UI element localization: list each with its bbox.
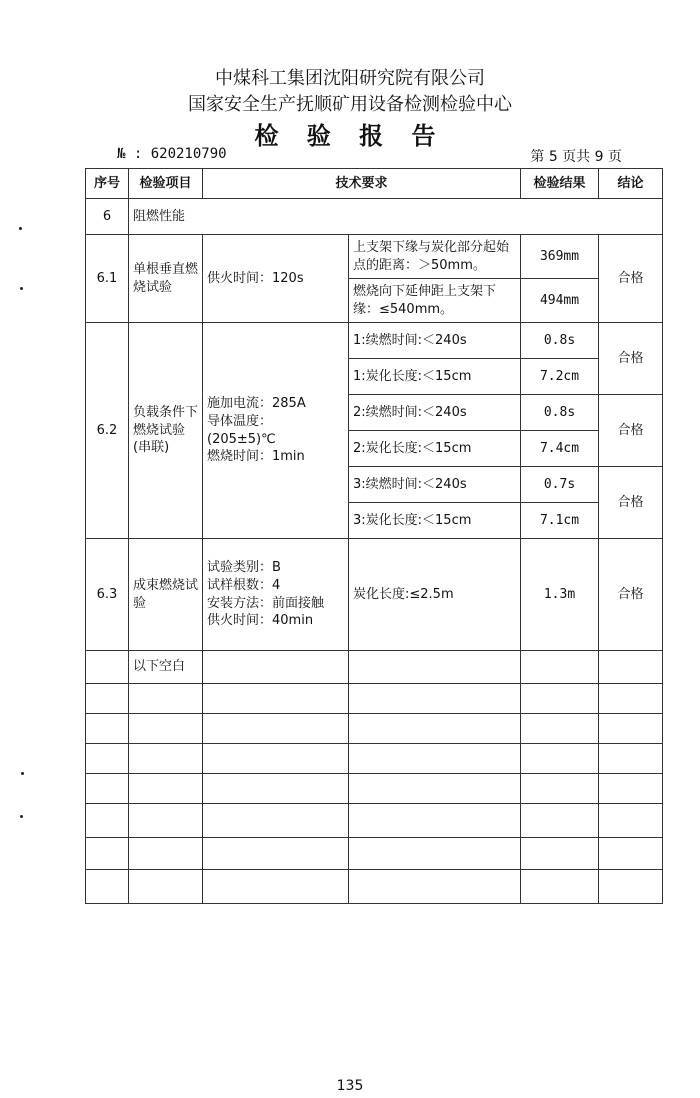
blank-cell	[599, 651, 663, 684]
requirement: 上支架下缘与炭化部分起始点的距离：＞50mm。	[349, 235, 521, 279]
empty-row	[86, 714, 663, 744]
conclusion: 合格	[599, 395, 663, 467]
col-header-no: 序号	[86, 169, 129, 199]
empty-row	[86, 870, 663, 904]
condition-line: 导体温度：	[207, 413, 273, 429]
condition-line: 安装方法：前面接触	[207, 595, 325, 611]
section-name: 阻燃性能	[129, 199, 663, 235]
scan-dot	[20, 287, 23, 290]
test-item: 成束燃烧试验	[129, 539, 203, 651]
requirement: 1:炭化长度:＜15cm	[349, 359, 521, 395]
table-row	[86, 235, 663, 279]
requirement: 2:炭化长度:＜15cm	[349, 431, 521, 467]
requirement: 燃烧向下延伸距上支架下缘：≤540mm。	[349, 279, 521, 323]
condition-line: 施加电流：285A	[207, 396, 306, 412]
scan-dot	[19, 227, 22, 230]
org-name: 中煤科工集团沈阳研究院有限公司	[215, 68, 485, 89]
requirement: 2:续燃时间:＜240s	[349, 395, 521, 431]
condition-line: 试验类别：B	[207, 560, 281, 576]
scan-dot	[21, 772, 24, 775]
condition-line: 试样根数：4	[207, 577, 281, 593]
section-row	[86, 199, 663, 235]
report-number: № : 620210790	[117, 146, 227, 162]
table-row	[86, 539, 663, 651]
col-header-result: 检验结果	[521, 169, 599, 199]
center-name: 国家安全生产抚顺矿用设备检测检验中心	[188, 94, 512, 115]
table-header-row	[86, 169, 663, 199]
test-condition	[203, 323, 349, 539]
result: 7.4cm	[521, 431, 599, 467]
blank-cell	[203, 651, 349, 684]
result: 0.8s	[521, 323, 599, 359]
conclusion: 合格	[599, 323, 663, 395]
blank-cell	[521, 651, 599, 684]
blank-cell	[86, 651, 129, 684]
section-no: 6	[86, 199, 129, 235]
requirement: 1:续燃时间:＜240s	[349, 323, 521, 359]
result: 0.7s	[521, 467, 599, 503]
condition-line: 燃烧时间：1min	[207, 449, 305, 465]
empty-row	[86, 774, 663, 804]
requirement: 炭化长度:≤2.5m	[349, 539, 521, 651]
empty-row	[86, 684, 663, 714]
test-item: 负载条件下燃烧试验(串联)	[129, 323, 203, 539]
test-condition	[203, 539, 349, 651]
col-header-item: 检验项目	[129, 169, 203, 199]
empty-row	[86, 804, 663, 838]
row-no: 6.2	[86, 323, 129, 539]
page-indicator: 第 5 页共 9 页	[530, 149, 622, 165]
condition-line: 供火时间：40min	[207, 613, 314, 629]
conclusion: 合格	[599, 467, 663, 539]
test-item: 单根垂直燃烧试验	[129, 235, 203, 323]
condition-line: (205±5)℃	[207, 431, 276, 447]
result: 494mm	[521, 279, 599, 323]
page-number: 135	[336, 1078, 364, 1094]
test-condition: 供火时间：120s	[203, 235, 349, 323]
table-row	[86, 323, 663, 359]
col-header-conclusion: 结论	[599, 169, 663, 199]
conclusion: 合格	[599, 539, 663, 651]
blank-note: 以下空白	[129, 651, 203, 684]
requirement: 3:炭化长度:＜15cm	[349, 503, 521, 539]
result: 369mm	[521, 235, 599, 279]
blank-cell	[349, 651, 521, 684]
row-no: 6.1	[86, 235, 129, 323]
col-header-requirement: 技术要求	[203, 169, 521, 199]
requirement: 3:续燃时间:＜240s	[349, 467, 521, 503]
row-no: 6.3	[86, 539, 129, 651]
result: 7.2cm	[521, 359, 599, 395]
empty-row	[86, 838, 663, 870]
scan-dot	[20, 815, 23, 818]
conclusion: 合格	[599, 235, 663, 323]
inspection-table	[85, 168, 663, 904]
report-title: 检 验 报 告	[254, 122, 446, 150]
empty-row	[86, 744, 663, 774]
result: 0.8s	[521, 395, 599, 431]
result: 7.1cm	[521, 503, 599, 539]
table-row	[86, 651, 663, 684]
result: 1.3m	[521, 539, 599, 651]
